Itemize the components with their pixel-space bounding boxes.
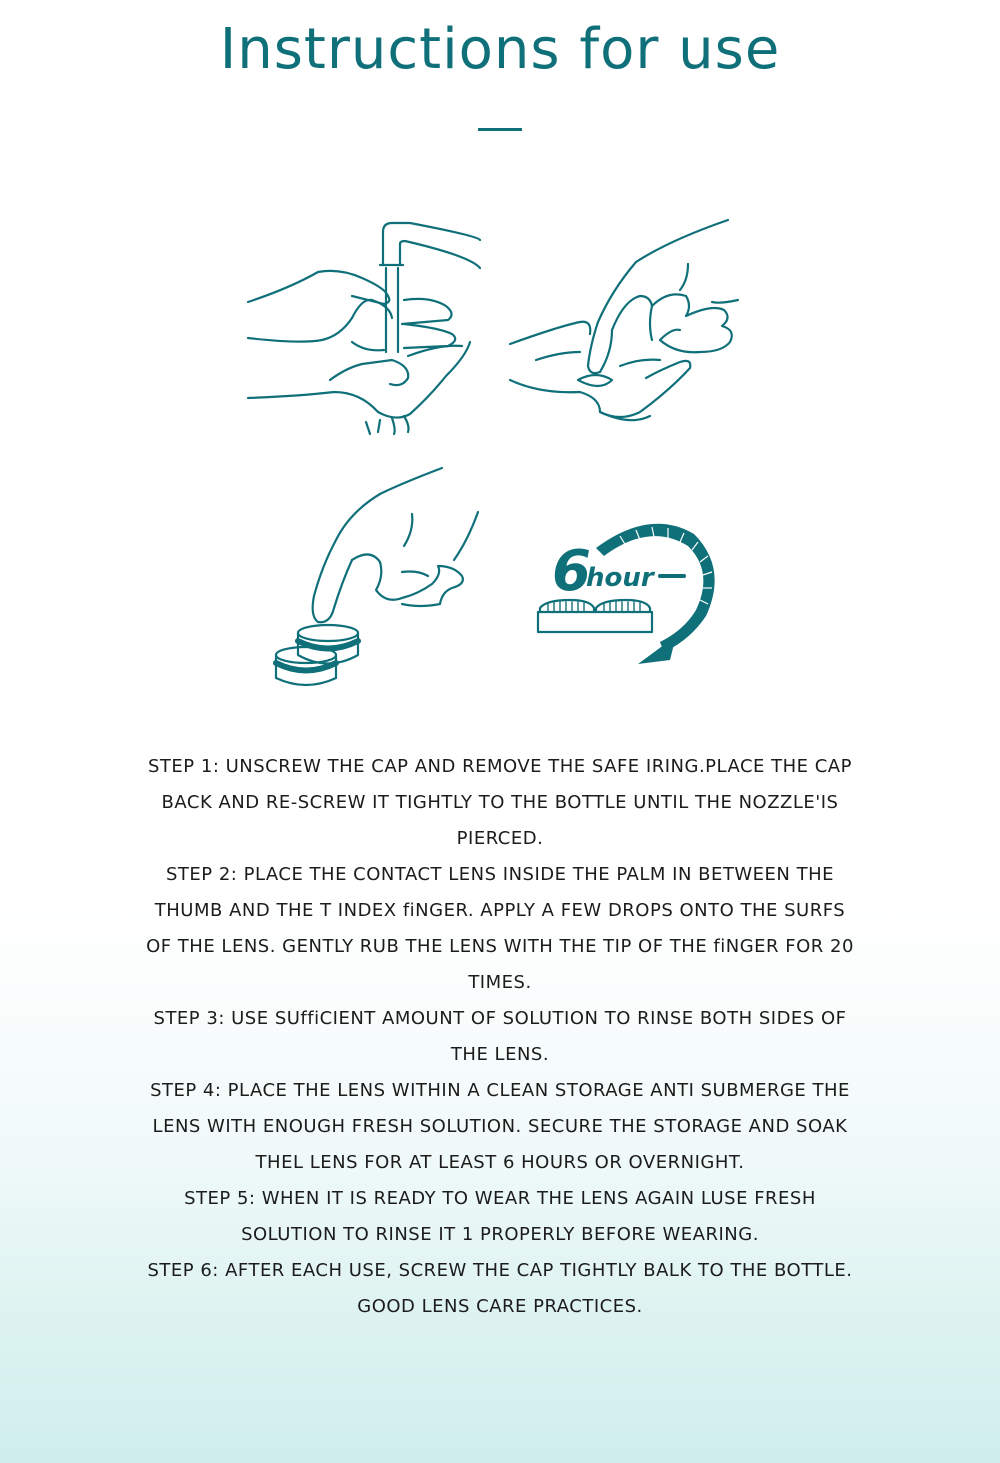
step-5: STEP 5: WHEN IT IS READY TO WEAR THE LENS AGAIN LUSE FRESH SOLUTION TO RINSE IT 1 PROPERLY BEFORE WEARING. bbox=[184, 1188, 816, 1245]
curved-arrow-icon bbox=[596, 524, 715, 664]
hours-unit: hour bbox=[586, 563, 654, 593]
step-1: STEP 1: UNSCREW THE CAP AND REMOVE THE SAFE IRING.PLACE THE CAP BACK AND RE-SCREW IT TIGHTLY TO THE BOTTLE UNTIL THE NOZZLE'IS PIERCED. bbox=[148, 756, 852, 849]
hours-number: 6 bbox=[552, 539, 591, 604]
page-title: Instructions for use bbox=[219, 17, 781, 82]
step-4: STEP 4: PLACE THE LENS WITHIN A CLEAN STORAGE ANTI SUBMERGE THE LENS WITH ENOUGH FRESH SOLUTION. SECURE THE STORAGE AND SOAK THEL LENS FOR AT LEAST 6 HOURS OR OVERNIGHT. bbox=[150, 1080, 850, 1173]
steps-list bbox=[140, 749, 860, 1325]
step-2: STEP 2: PLACE THE CONTACT LENS INSIDE THE PALM IN BETWEEN THE THUMB AND THE T INDEX fiNGER. APPLY A FEW DROPS ONTO THE SURFS OF THE LENS. GENTLY RUB THE LENS WITH THE TIP OF THE fiNGER FOR 20 TIMES. bbox=[146, 864, 854, 993]
lens-in-palm-icon bbox=[510, 220, 738, 420]
step-6: STEP 6: AFTER EACH USE, SCREW THE CAP TIGHTLY BALK TO THE BOTTLE. GOOD LENS CARE PRACTICES. bbox=[147, 1260, 853, 1317]
instructions-illustration bbox=[0, 0, 1000, 720]
hand-washing-icon bbox=[248, 223, 480, 434]
step-3: STEP 3: USE SUffiCIENT AMOUNT OF SOLUTION TO RINSE BOTH SIDES OF THE LENS. bbox=[153, 1008, 847, 1065]
lens-case-fingers-icon bbox=[276, 468, 478, 685]
